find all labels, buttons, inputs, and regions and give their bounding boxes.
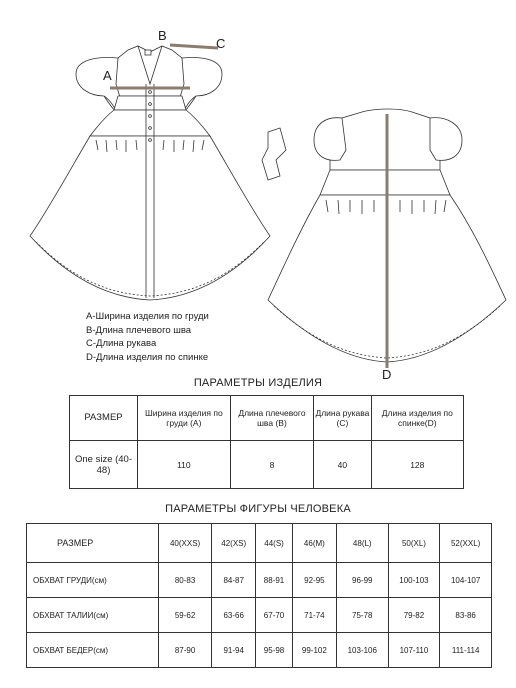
value-cell: 128 [371, 441, 463, 489]
value-cell: 63-66 [212, 598, 256, 633]
back-dress-sketch [268, 109, 506, 368]
value-cell: 110 [138, 441, 231, 489]
value-cell: 96-99 [336, 563, 388, 598]
table-row [27, 633, 492, 668]
marker-d: D [382, 367, 392, 380]
row-label: ОБХВАТ БЕДЕР(см) [27, 633, 159, 668]
value-cell: 8 [230, 441, 314, 489]
product-params-title: ПАРАМЕТРЫ ИЗДЕЛИЯ [193, 377, 323, 389]
value-cell: 99-102 [292, 633, 336, 668]
value-cell: 104-107 [440, 563, 492, 598]
header-cell: 46(M) [292, 524, 336, 563]
value-cell: 80-83 [159, 563, 212, 598]
legend-item-c: C-Длина рукава [86, 338, 157, 349]
body-params-table [26, 523, 492, 668]
table-header-row [27, 524, 492, 563]
value-cell: 40 [314, 441, 371, 489]
value-cell: 95-98 [256, 633, 293, 668]
tie-belt-sketch [262, 128, 286, 180]
value-cell: 111-114 [440, 633, 492, 668]
measurement-legend [86, 310, 209, 364]
table-row [70, 441, 464, 489]
value-cell: 75-78 [336, 598, 388, 633]
table-header-row [70, 396, 464, 441]
marker-c: C [216, 36, 226, 51]
header-cell: 48(L) [336, 524, 388, 563]
header-cell: Длина изделия по спинке(D) [371, 396, 463, 441]
header-cell: 50(XL) [388, 524, 440, 563]
row-label: ОБХВАТ ГРУДИ(см) [27, 563, 159, 598]
front-dress-sketch [30, 45, 270, 300]
header-cell: Длина плечевого шва (B) [230, 396, 314, 441]
legend-item-a: A-Ширина изделия по груди [86, 311, 209, 322]
marker-b: B [158, 28, 167, 43]
value-cell: 59-62 [159, 598, 212, 633]
value-cell: 88-91 [256, 563, 293, 598]
value-cell: 79-82 [388, 598, 440, 633]
table-row [27, 598, 492, 633]
body-params-title: ПАРАМЕТРЫ ФИГУРЫ ЧЕЛОВЕКА [165, 503, 351, 515]
legend-item-d: D-Длина изделия по спинке [86, 351, 209, 363]
value-cell: 83-86 [440, 598, 492, 633]
legend-item-b: B-Длина плечевого шва [86, 324, 192, 336]
header-cell: РАЗМЕР [70, 396, 138, 441]
value-cell: 91-94 [212, 633, 256, 668]
value-cell: 87-90 [159, 633, 212, 668]
table-row [27, 563, 492, 598]
row-label: ОБХВАТ ТАЛИИ(см) [27, 598, 159, 633]
value-cell: 67-70 [256, 598, 293, 633]
value-cell: 71-74 [292, 598, 336, 633]
header-cell: Ширина изделия по груди (A) [138, 396, 231, 441]
header-cell: 44(S) [256, 524, 293, 563]
size-cell: One size (40-48) [70, 441, 138, 489]
value-cell: 107-110 [388, 633, 440, 668]
header-cell: Длина рукава (C) [314, 396, 371, 441]
value-cell: 92-95 [292, 563, 336, 598]
header-cell: 42(XS) [212, 524, 256, 563]
header-cell: РАЗМЕР [27, 524, 159, 563]
value-cell: 103-106 [336, 633, 388, 668]
header-cell: 52(XXL) [440, 524, 492, 563]
marker-a: A [103, 68, 112, 83]
product-params-table [69, 395, 464, 489]
value-cell: 84-87 [212, 563, 256, 598]
value-cell: 100-103 [388, 563, 440, 598]
header-cell: 40(XXS) [159, 524, 212, 563]
